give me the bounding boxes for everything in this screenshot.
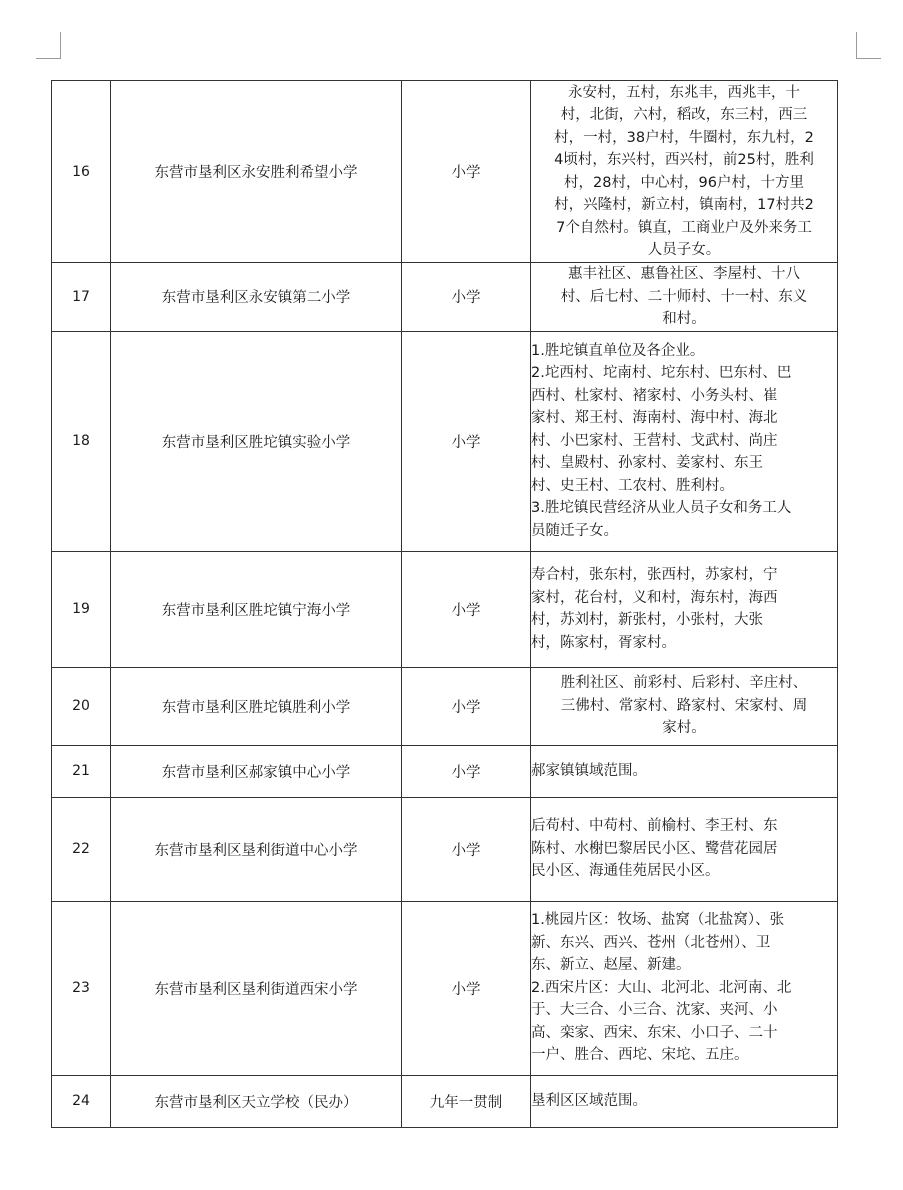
area-line: 1.桃园片区：牧场、盐窝（北盐窝）、张 xyxy=(531,912,785,929)
area-line: 三佛村、常家村、路家村、宋家村、周 xyxy=(560,697,808,714)
area-line: 村、史王村、工农村、胜利村。 xyxy=(531,477,734,494)
enrollment-area xyxy=(531,667,838,745)
area-line: 郝家镇镇域范围。 xyxy=(531,762,647,779)
row-number: 23 xyxy=(52,901,111,1075)
table-row xyxy=(52,263,838,332)
school-district-table xyxy=(51,80,838,1128)
school-type: 小学 xyxy=(402,331,531,551)
area-line: 1.胜坨镇直单位及各企业。 xyxy=(531,342,705,359)
enrollment-area xyxy=(531,745,838,797)
table-row xyxy=(52,667,838,745)
row-number: 18 xyxy=(52,331,111,551)
area-line: 3.胜坨镇民营经济从业人员子女和务工人 xyxy=(531,500,792,517)
area-line: 员随迁子女。 xyxy=(531,522,618,539)
school-type: 小学 xyxy=(402,667,531,745)
area-line: 陈村、水榭巴黎居民小区、鹭营花园居 xyxy=(531,840,778,857)
school-name: 东营市垦利区垦利街道西宋小学 xyxy=(111,901,402,1075)
enrollment-area xyxy=(531,81,838,263)
row-number: 16 xyxy=(52,81,111,263)
table-body xyxy=(52,81,838,1128)
table-row xyxy=(52,797,838,901)
area-line: 新、东兴、西兴、苍州（北苍州）、卫 xyxy=(531,934,771,951)
school-type: 小学 xyxy=(402,797,531,901)
school-name: 东营市垦利区天立学校（民办） xyxy=(111,1075,402,1127)
table-row xyxy=(52,745,838,797)
area-line: 高、栾家、西宋、东宋、小口子、二十 xyxy=(531,1024,778,1041)
area-line: 后苟村、中苟村、前榆村、李王村、东 xyxy=(531,818,778,835)
school-type: 小学 xyxy=(402,551,531,667)
area-line: 村，兴隆村，新立村，镇南村，17村共2 xyxy=(554,197,814,213)
area-line: 人员子女。 xyxy=(647,242,721,258)
enrollment-area xyxy=(531,331,838,551)
row-number: 20 xyxy=(52,667,111,745)
school-type: 小学 xyxy=(402,745,531,797)
area-line: 和村。 xyxy=(662,311,706,327)
area-line: 家村。 xyxy=(662,720,706,737)
row-number: 22 xyxy=(52,797,111,901)
area-line: 村，陈家村，胥家村。 xyxy=(531,634,676,651)
area-line: 民小区、海通佳苑居民小区。 xyxy=(531,863,720,880)
enrollment-area xyxy=(531,1075,838,1127)
area-line: 4顷村，东兴村，西兴村，前25村，胜利 xyxy=(554,152,814,168)
area-line: 家村、郑王村、海南村、海中村、海北 xyxy=(531,410,778,427)
area-line: 垦利区区域范围。 xyxy=(531,1092,647,1109)
area-line: 村、皇殿村、孙家村、姜家村、东王 xyxy=(531,455,763,472)
school-name: 东营市垦利区垦利街道中心小学 xyxy=(111,797,402,901)
table-row xyxy=(52,81,838,263)
area-line: 村、小巴家村、王营村、戈武村、尚庄 xyxy=(531,432,778,449)
school-type: 小学 xyxy=(402,81,531,263)
area-line: 永安村，五村，东兆丰，西兆丰，十 xyxy=(568,84,800,101)
enrollment-area xyxy=(531,551,838,667)
area-line: 村，28村，中心村，96户村，十方里 xyxy=(564,174,804,191)
area-line: 于、大三合、小三合、沈家、夹河、小 xyxy=(531,1002,778,1019)
school-type: 小学 xyxy=(402,901,531,1075)
table-row xyxy=(52,901,838,1075)
enrollment-area xyxy=(531,797,838,901)
area-line: 家村，花台村，义和村，海东村，海西 xyxy=(531,589,778,606)
enrollment-area xyxy=(531,263,838,332)
area-line: 村，北街，六村，稻改，东三村，西三 xyxy=(560,107,808,123)
crop-mark-top-left xyxy=(36,32,61,59)
area-line: 西村、杜家村、褚家村、小务头村、崔 xyxy=(531,387,778,404)
school-name: 东营市垦利区胜坨镇实验小学 xyxy=(111,331,402,551)
school-type: 九年一贯制 xyxy=(402,1075,531,1127)
row-number: 19 xyxy=(52,551,111,667)
area-line: 7个自然村。镇直，工商业户及外来务工 xyxy=(556,219,812,236)
school-type: 小学 xyxy=(402,263,531,332)
area-line: 村、后七村、二十师村、十一村、东义 xyxy=(560,288,808,305)
table-row xyxy=(52,1075,838,1127)
table-row xyxy=(52,551,838,667)
school-name: 东营市垦利区胜坨镇宁海小学 xyxy=(111,551,402,667)
school-name: 东营市垦利区永安胜利希望小学 xyxy=(111,81,402,263)
area-line: 寿合村，张东村，张西村，苏家村，宁 xyxy=(531,567,778,583)
area-line: 惠丰社区、惠鲁社区、李屋村、十八 xyxy=(568,266,800,282)
row-number: 24 xyxy=(52,1075,111,1127)
row-number: 21 xyxy=(52,745,111,797)
school-name: 东营市垦利区胜坨镇胜利小学 xyxy=(111,667,402,745)
area-line: 村，一村，38户村，牛圈村，东九村，2 xyxy=(554,129,814,146)
school-name: 东营市垦利区永安镇第二小学 xyxy=(111,263,402,332)
table-row xyxy=(52,331,838,551)
row-number: 17 xyxy=(52,263,111,332)
area-line: 东、新立、赵屋、新建。 xyxy=(531,957,691,974)
area-line: 2.西宋片区：大山、北河北、北河南、北 xyxy=(531,979,792,996)
enrollment-area xyxy=(531,901,838,1075)
area-line: 一户、胜合、西坨、宋坨、五庄。 xyxy=(531,1047,749,1064)
area-line: 胜利社区、前彩村、后彩村、辛庄村、 xyxy=(560,675,808,692)
crop-mark-top-right xyxy=(856,32,881,59)
school-name: 东营市垦利区郝家镇中心小学 xyxy=(111,745,402,797)
area-line: 2.坨西村、坨南村、坨东村、巴东村、巴 xyxy=(531,365,792,382)
area-line: 村，苏刘村，新张村，小张村，大张 xyxy=(531,612,763,628)
